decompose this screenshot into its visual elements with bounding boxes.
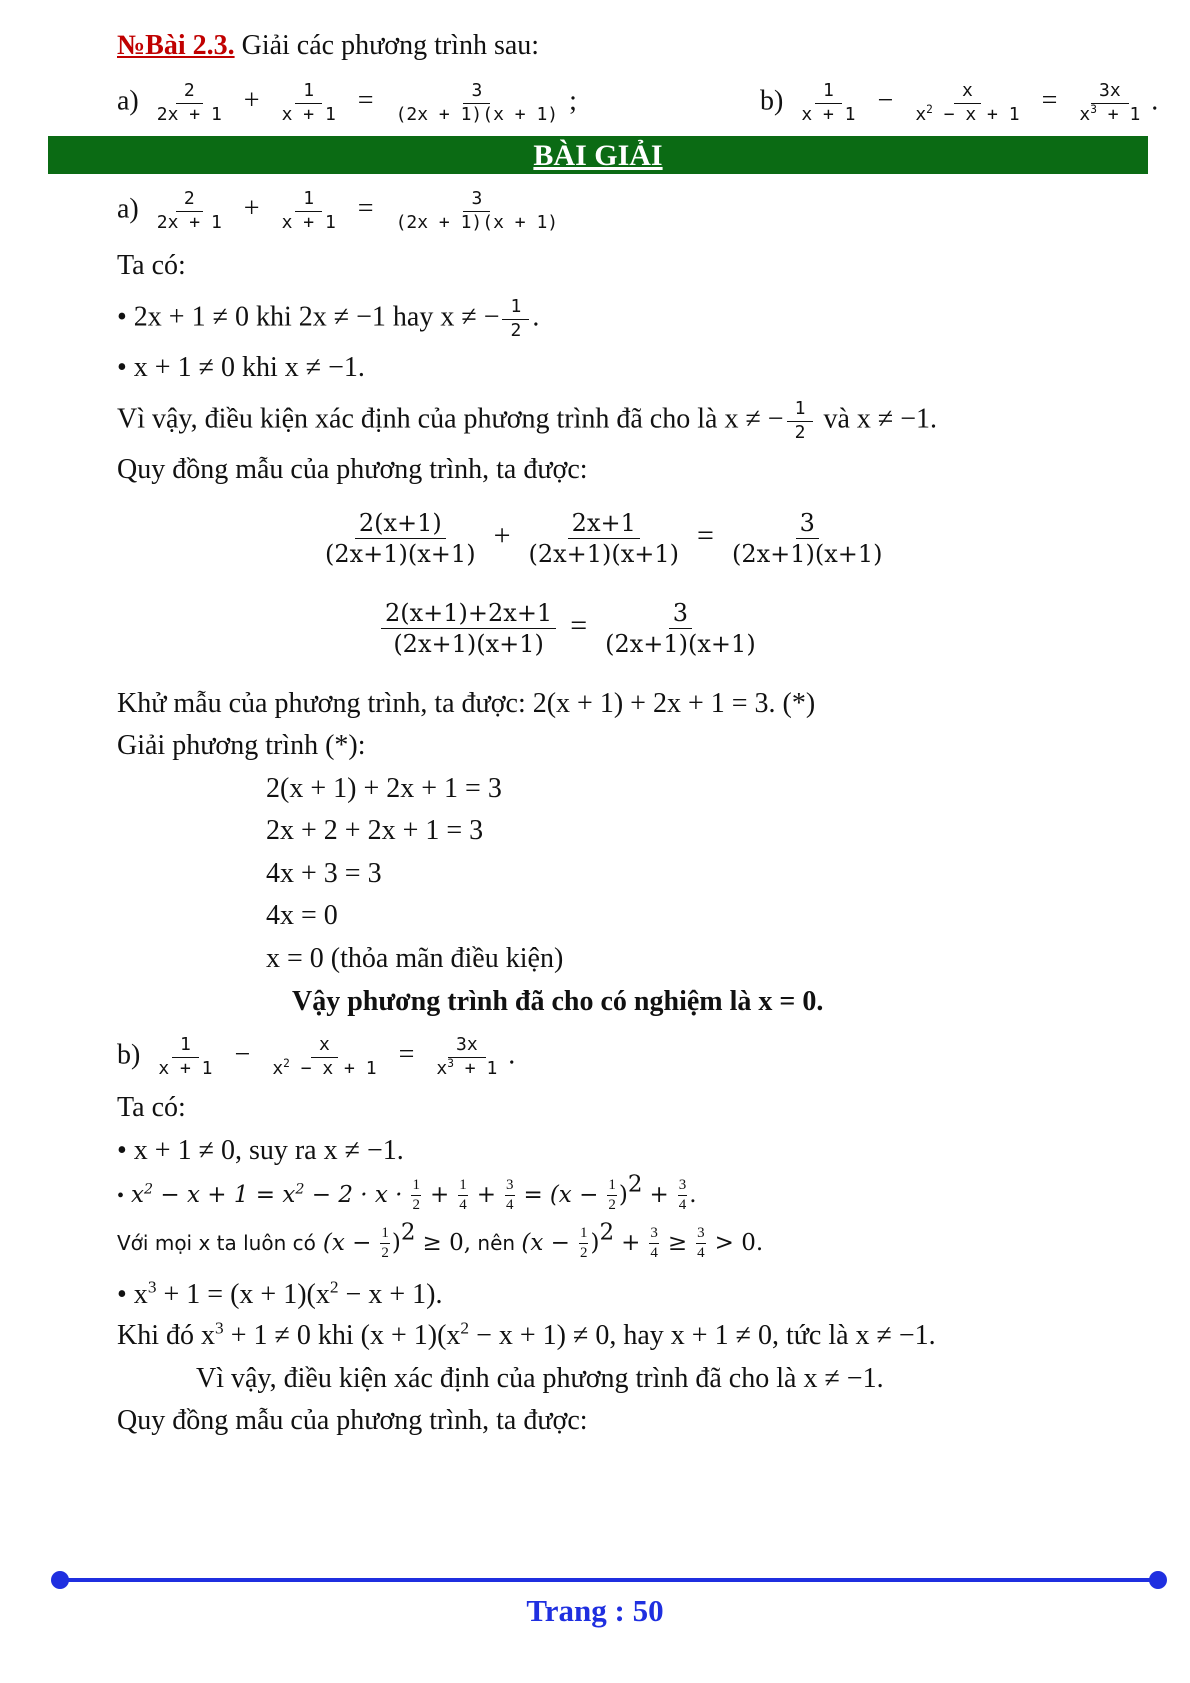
problem-number: №Bài 2.3. <box>117 30 235 61</box>
nonnegative-statement: Với mọi x ta luôn có (x − $\frac{1}{2}$ )$^2$ ≥ 0, nên (x − $\frac{1}{2}$ )$^2$ + $\frac{3}{4}$ ≥ $\frac{3}{4}$ > 0. <box>117 1219 764 1262</box>
fraction: $\frac{3}{(2x+1)(x+1)}$ <box>605 599 756 658</box>
fraction: $\frac{3}{(2x + 1)(x + 1)}$ <box>395 188 559 233</box>
fraction: $\frac{1}{x + 1}$ <box>281 188 336 233</box>
fraction: $\frac{2x+1}{(2x+1)(x+1)}$ <box>528 509 680 568</box>
condition-b: Vì vậy, điều kiện xác định của phương trình đã cho là x ≠ −1. <box>196 1363 884 1394</box>
ta-co-a: Ta có: <box>117 250 186 281</box>
khi-do-b: Khi đó $x^3 + 1 \ne 0$ khi $(x + 1)(x^2 - x + 1) \ne 0$, hay x + 1 ≠ 0, tức là x ≠ −1. <box>117 1318 936 1351</box>
problem-heading <box>117 28 539 64</box>
condition-a: Vì vậy, điều kiện xác định của phương trình đã cho là x ≠ − $\frac{1}{2}$ và x ≠ −1. <box>117 398 938 443</box>
step-3: 4x + 3 = 3 <box>266 858 382 889</box>
solve-label-a: Giải phương trình (*): <box>117 730 366 761</box>
fraction: $\frac{x}{x^2 - x + 1}$ <box>915 80 1020 125</box>
step-1: 2(x + 1) + 2x + 1 = 3 <box>266 773 502 804</box>
step-4: 4x = 0 <box>266 900 338 931</box>
problem-b-equation: b) $\frac{1}{x + 1}$ − $\frac{x}{x^2 - x + 1}$ = $\frac{3x}{x^3 + 1}$ . <box>760 80 1159 125</box>
bullet-a2: • x + 1 ≠ 0 khi x ≠ −1. <box>117 352 365 383</box>
banner-title: BÀI GIẢI <box>533 139 663 172</box>
problem-instruction: Giải các phương trình sau: <box>241 30 540 61</box>
ta-co-b: Ta có: <box>117 1092 186 1123</box>
common-denominator-b: Quy đồng mẫu của phương trình, ta được: <box>117 1405 588 1436</box>
footer-right-dot <box>1149 1571 1167 1589</box>
fraction: $\frac{1}{2}$ <box>502 296 529 342</box>
fraction: $\frac{3}{(2x + 1)(x + 1)}$ <box>395 80 559 125</box>
fraction: $\frac{3}{(2x+1)(x+1)}$ <box>731 509 883 568</box>
page-number: Trang : 50 <box>526 1593 664 1628</box>
fraction: $\frac{2}{2x + 1}$ <box>156 80 222 125</box>
fraction: $\frac{3x}{x^3 + 1}$ <box>1079 80 1141 125</box>
fraction: $\frac{1}{x + 1}$ <box>158 1034 213 1079</box>
solution-banner <box>48 136 1148 174</box>
footer-left-dot <box>51 1571 69 1589</box>
fraction: $\frac{2(x+1)}{(2x+1)(x+1)}$ <box>325 509 476 568</box>
fraction: $\frac{1}{x + 1}$ <box>281 80 336 125</box>
solution-a-equation: a) $\frac{2}{2x + 1}$ + $\frac{1}{x + 1}$ = $\frac{3}{(2x + 1)(x + 1)}$ <box>117 188 569 234</box>
conclusion-a: Vậy phương trình đã cho có nghiệm là x = 0. <box>292 986 824 1017</box>
fraction: $\frac{x}{x^2 - x + 1}$ <box>272 1034 377 1079</box>
footer-divider <box>58 1578 1158 1582</box>
fraction: $\frac{1}{2}$ <box>787 398 814 444</box>
clear-denominator-a: Khử mẫu của phương trình, ta được: 2(x + 1) + 2x + 1 = 3. (*) <box>117 688 816 719</box>
fraction: $\frac{1}{x + 1}$ <box>801 80 856 125</box>
bullet-a1: • 2x + 1 ≠ 0 khi 2x ≠ −1 hay x ≠ − $\frac{1}{2}$ . <box>117 296 540 341</box>
equation-a-step2: $\frac{2(x+1)+2x+1}{(2x+1)(x+1)}$ = $\frac{3}{(2x+1)(x+1)}$ <box>378 598 763 659</box>
fraction: $\frac{3x}{x^3 + 1}$ <box>436 1034 498 1079</box>
solution-b-equation: b) $\frac{1}{x + 1}$ − $\frac{x}{x^2 - x + 1}$ = $\frac{3x}{x^3 + 1}$ . <box>117 1034 516 1079</box>
common-denominator-a: Quy đồng mẫu của phương trình, ta được: <box>117 454 588 485</box>
problem-a-equation: a) $\frac{2}{2x + 1}$ + $\frac{1}{x + 1}$ = $\frac{3}{(2x + 1)(x + 1)}$ ; <box>117 80 577 125</box>
step-2: 2x + 2 + 2x + 1 = 3 <box>266 815 484 846</box>
bullet-b3: • $x^3 + 1 = (x + 1)(x^2 - x + 1)$. <box>117 1277 443 1310</box>
bullet-b1: • x + 1 ≠ 0, suy ra x ≠ −1. <box>117 1135 404 1166</box>
step-5: x = 0 (thỏa mãn điều kiện) <box>266 943 564 974</box>
bullet-b2: • $x^2 - x + 1 = x^2 - 2 \cdot x$ · $\frac{1}{2}$ + $\frac{1}{4}$ + $\frac{3}{4}$ = (x − $\frac{1}{2}$ )$^2$ + $\frac{3}{4}$ . <box>117 1171 697 1214</box>
fraction: $\frac{2(x+1)+2x+1}{(2x+1)(x+1)}$ <box>381 598 556 659</box>
fraction: $\frac{2}{2x + 1}$ <box>156 188 222 233</box>
equation-a-step1: $\frac{2(x+1)}{(2x+1)(x+1)}$ + $\frac{2x+1}{(2x+1)(x+1)}$ = $\frac{3}{(2x+1)(x+1)}$ <box>318 508 890 569</box>
